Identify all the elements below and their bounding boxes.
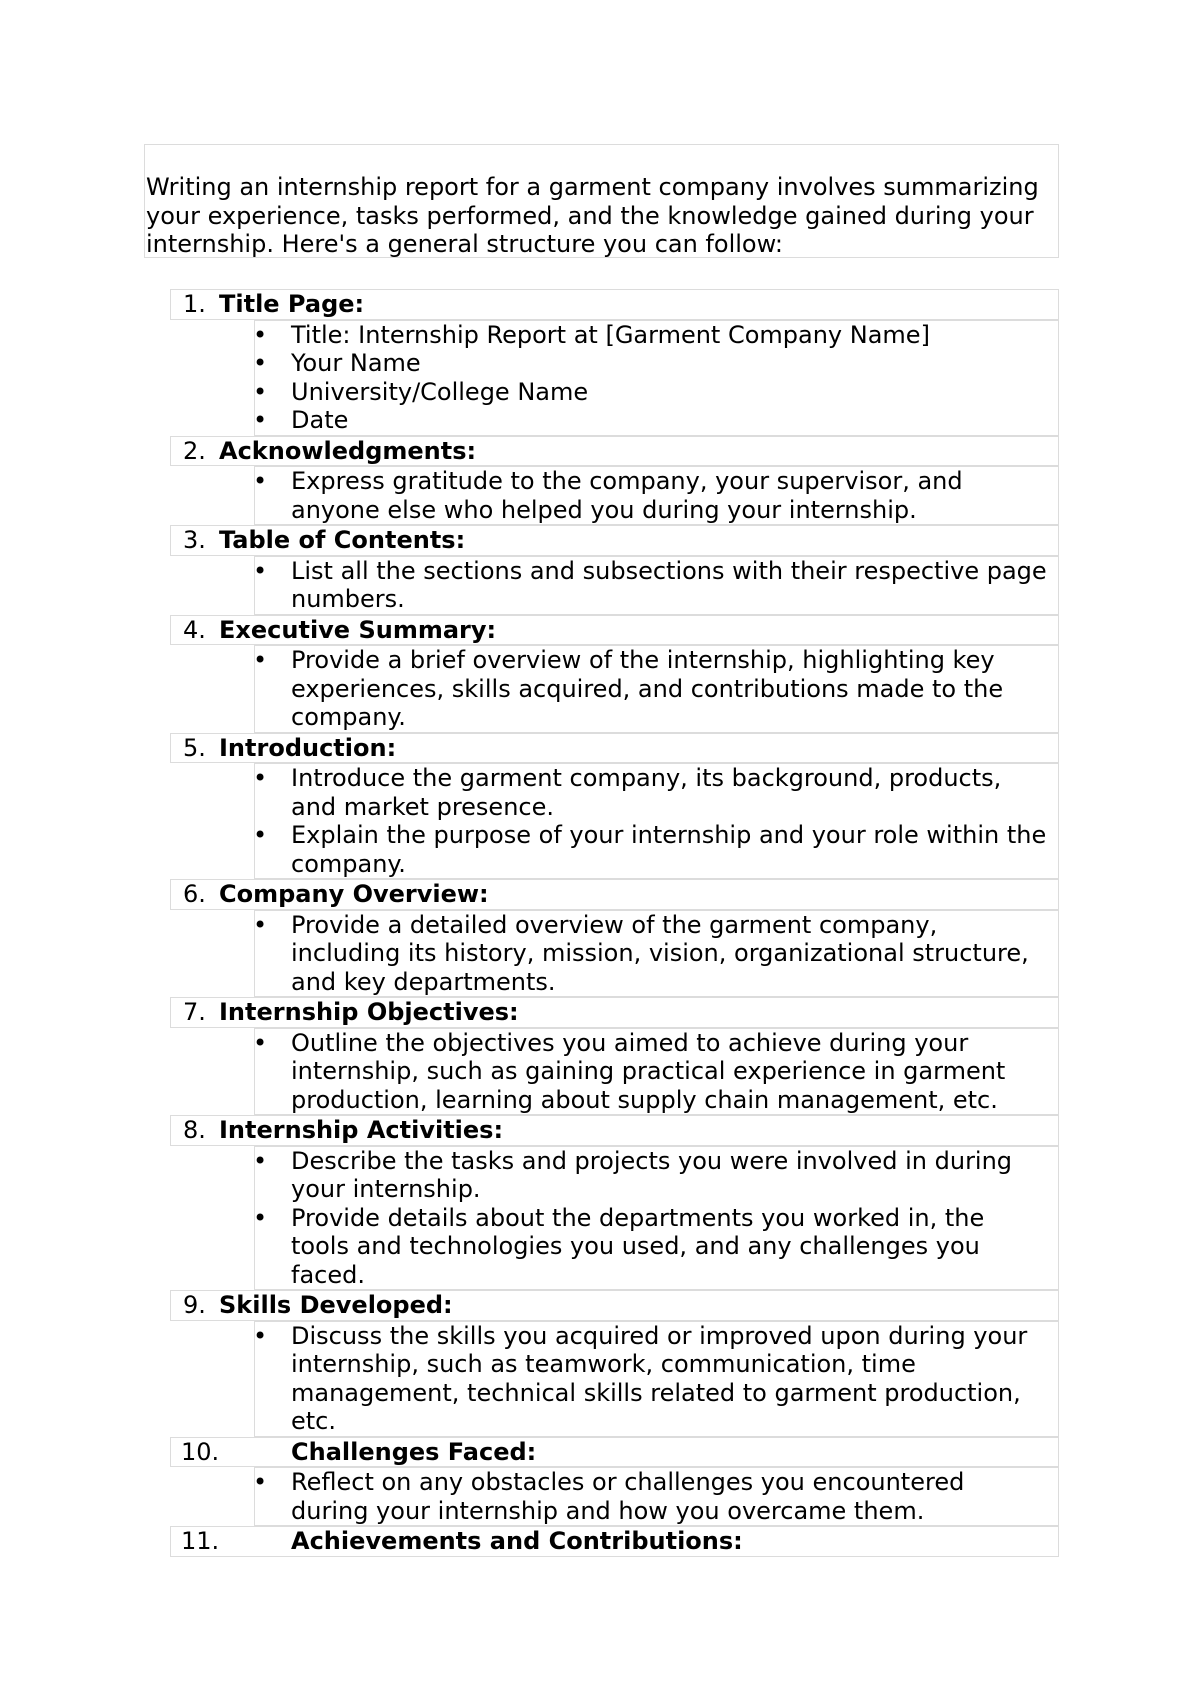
section-heading xyxy=(170,1526,1059,1557)
bullet-line: and key departments. xyxy=(291,967,556,996)
bullet-item xyxy=(255,321,1058,350)
bullet-line: Explain the purpose of your internship and your role within the xyxy=(291,821,1047,849)
bullet-line: Introduce the garment company, its background, products, xyxy=(291,764,1002,792)
bullet-icon: • xyxy=(253,377,268,406)
section-title: Internship Activities: xyxy=(219,1116,504,1144)
section-heading xyxy=(170,1437,1059,1468)
bullet-icon: • xyxy=(253,764,268,792)
bullet-line: Date xyxy=(291,406,349,434)
bullet-line: Provide a brief overview of the internship, highlighting key xyxy=(291,646,995,674)
section-heading xyxy=(170,997,1059,1028)
section-title: Skills Developed: xyxy=(219,1291,453,1319)
bullet-icon: • xyxy=(253,349,268,377)
bullet-line: and market presence. xyxy=(291,792,554,821)
section-bullets xyxy=(254,556,1059,615)
bullet-item xyxy=(255,1029,1058,1115)
bullet-line: Express gratitude to the company, your supervisor, and xyxy=(291,467,963,495)
section-number: 9. xyxy=(183,1291,206,1319)
section-title: Challenges Faced: xyxy=(291,1437,537,1466)
intro-line: your experience, tasks performed, and the knowledge gained during your xyxy=(146,201,1034,230)
section-heading xyxy=(170,615,1059,646)
bullet-icon: • xyxy=(253,1321,268,1350)
bullet-icon: • xyxy=(253,556,268,585)
section-number: 10. xyxy=(181,1437,220,1466)
section-number: 4. xyxy=(183,615,206,644)
bullet-icon: • xyxy=(253,320,268,349)
section-bullets xyxy=(254,320,1059,436)
bullet-line: internship, such as teamwork, communication, time xyxy=(291,1350,916,1378)
structure-list xyxy=(170,289,1059,1557)
bullet-item xyxy=(255,1147,1058,1204)
bullet-item xyxy=(255,406,1058,435)
section-number: 1. xyxy=(183,290,206,318)
section-bullets xyxy=(254,1146,1059,1291)
bullet-item xyxy=(255,1468,1058,1525)
section-number: 3. xyxy=(183,526,206,554)
bullet-line: List all the sections and subsections with their respective page xyxy=(291,556,1047,585)
section-title: Internship Objectives: xyxy=(219,998,519,1026)
bullet-item xyxy=(255,911,1058,997)
bullet-line: anyone else who helped you during your internship. xyxy=(291,495,917,524)
bullet-item xyxy=(255,764,1058,821)
bullet-line: experiences, skills acquired, and contributions made to the xyxy=(291,674,1004,703)
section-heading xyxy=(170,733,1059,764)
section-heading xyxy=(170,1290,1059,1321)
bullet-item xyxy=(255,349,1058,378)
bullet-line: Title: Internship Report at [Garment Company Name] xyxy=(291,320,930,349)
bullet-icon: • xyxy=(253,910,268,939)
bullet-item xyxy=(255,378,1058,407)
bullet-icon: • xyxy=(253,1468,268,1496)
bullet-line: tools and technologies you used, and any challenges you xyxy=(291,1232,980,1260)
bullet-line: faced. xyxy=(291,1260,365,1289)
section-heading xyxy=(170,436,1059,467)
section-bullets xyxy=(254,1028,1059,1116)
section-heading xyxy=(170,289,1059,320)
bullet-item xyxy=(255,646,1058,732)
bullet-item xyxy=(255,821,1058,878)
bullet-line: management, technical skills related to garment production, xyxy=(291,1378,1021,1407)
section-title: Table of Contents: xyxy=(219,526,466,554)
section-heading xyxy=(170,525,1059,556)
bullet-line: Provide a detailed overview of the garment company, xyxy=(291,910,938,939)
bullet-line: including its history, mission, vision, organizational structure, xyxy=(291,939,1029,967)
bullet-line: Provide details about the departments you worked in, the xyxy=(291,1203,985,1232)
intro-paragraph xyxy=(144,144,1059,258)
bullet-icon: • xyxy=(253,1146,268,1175)
intro-line: Writing an internship report for a garment company involves summarizing xyxy=(146,173,1039,201)
section-title: Introduction: xyxy=(219,733,397,762)
section-bullets xyxy=(254,1321,1059,1437)
bullet-line: internship, such as gaining practical experience in garment xyxy=(291,1057,1006,1085)
section-bullets xyxy=(254,645,1059,733)
bullet-line: during your internship and how you overcame them. xyxy=(291,1496,925,1525)
bullet-item xyxy=(255,557,1058,614)
section-number: 8. xyxy=(183,1116,206,1144)
bullet-line: University/College Name xyxy=(291,377,589,406)
section-bullets xyxy=(254,466,1059,525)
bullet-icon: • xyxy=(253,646,268,674)
bullet-line: Reflect on any obstacles or challenges you encountered xyxy=(291,1468,965,1496)
section-heading xyxy=(170,1115,1059,1146)
section-title: Title Page: xyxy=(219,290,365,318)
bullet-line: company. xyxy=(291,849,406,878)
bullet-icon: • xyxy=(253,1028,268,1057)
bullet-line: company. xyxy=(291,703,406,731)
bullet-icon: • xyxy=(253,1203,268,1232)
section-number: 2. xyxy=(183,436,206,465)
bullet-line: Outline the objectives you aimed to achieve during your xyxy=(291,1028,969,1057)
section-bullets xyxy=(254,763,1059,879)
section-title: Executive Summary: xyxy=(219,615,497,644)
bullet-icon: • xyxy=(253,821,268,849)
section-number: 5. xyxy=(183,733,206,762)
bullet-line: production, learning about supply chain management, etc. xyxy=(291,1085,998,1114)
bullet-item xyxy=(255,467,1058,524)
section-heading xyxy=(170,879,1059,910)
section-bullets xyxy=(254,1467,1059,1526)
section-bullets xyxy=(254,910,1059,998)
bullet-line: your internship. xyxy=(291,1175,481,1203)
section-title: Acknowledgments: xyxy=(219,436,477,465)
bullet-icon: • xyxy=(253,406,268,434)
bullet-line: Describe the tasks and projects you were involved in during xyxy=(291,1146,1013,1175)
bullet-line: Discuss the skills you acquired or improved upon during your xyxy=(291,1321,1028,1350)
intro-line: internship. Here's a general structure you can follow: xyxy=(146,230,783,258)
bullet-item xyxy=(255,1322,1058,1436)
bullet-icon: • xyxy=(253,467,268,495)
section-title: Company Overview: xyxy=(219,880,489,908)
section-number: 6. xyxy=(183,880,206,908)
section-title: Achievements and Contributions: xyxy=(291,1527,743,1555)
bullet-line: Your Name xyxy=(291,349,421,377)
section-number: 11. xyxy=(181,1527,220,1555)
section-number: 7. xyxy=(183,998,206,1026)
bullet-line: etc. xyxy=(291,1407,336,1435)
bullet-item xyxy=(255,1204,1058,1290)
bullet-line: numbers. xyxy=(291,585,405,613)
